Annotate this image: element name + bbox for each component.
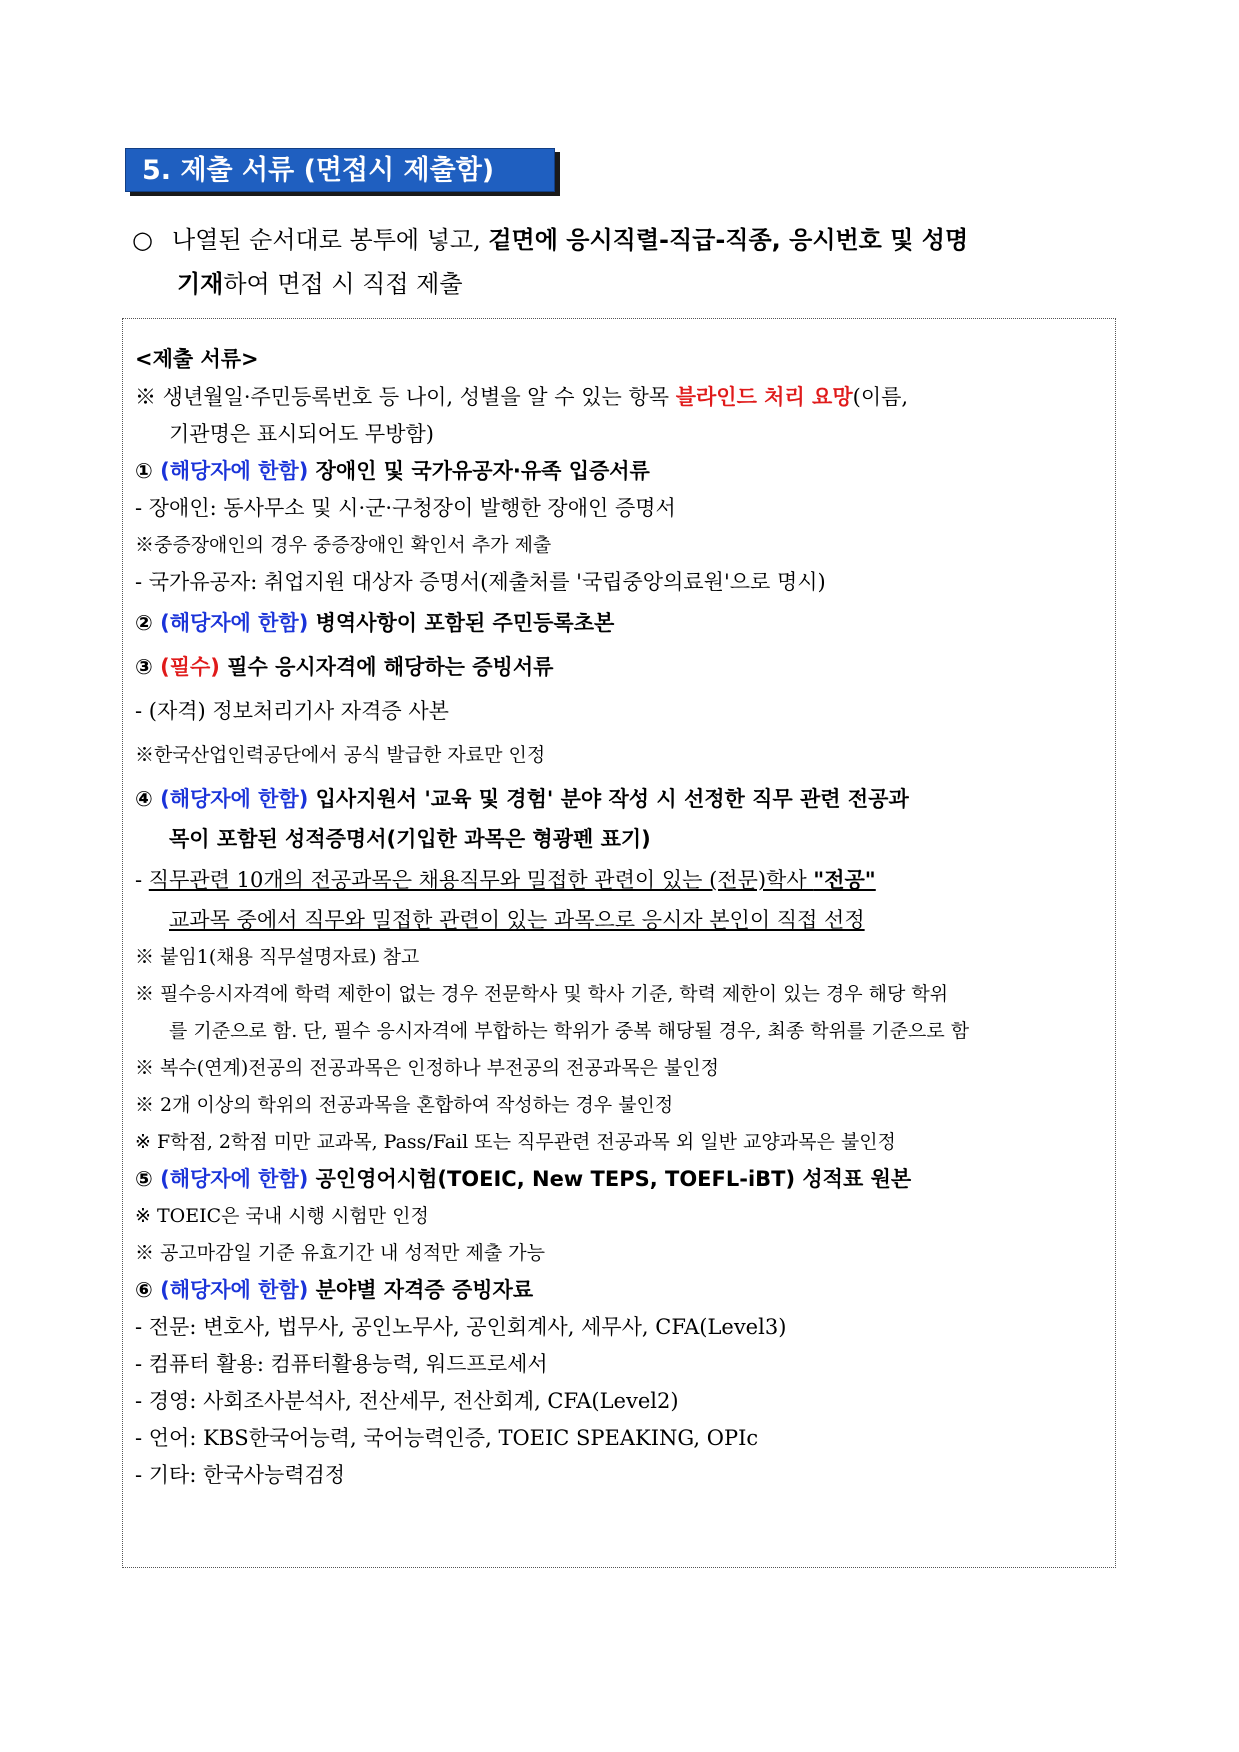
item-3-sub-1: - (자격) 정보처리기사 자격증 사본	[135, 699, 449, 723]
item-3-header	[135, 645, 1103, 689]
item-4-tag: (해당자에 한함)	[160, 787, 309, 811]
item-6-sub-5: - 기타: 한국사능력검정	[135, 1463, 346, 1487]
item-1-number: ①	[135, 459, 153, 483]
item-4-sub-1-line-2-text: 교과목 중에서 직무와 밀접한 관련이 있는 과목으로 응시자 본인이 직접 선정	[169, 908, 865, 932]
item-6-sub-4: - 언어: KBS한국어능력, 국어능력인증, TOEIC SPEAKING, OPIc	[135, 1426, 759, 1450]
item-1-sub-2: ※중증장애인의 경우 중증장애인 확인서 추가 제출	[135, 534, 552, 556]
intro-line-2	[132, 262, 1122, 306]
item-5-header	[135, 1161, 1103, 1198]
item-3-tag: (필수)	[160, 655, 220, 679]
item-1-sub-3: - 국가유공자: 취업지원 대상자 증명서(제출처를 '국립중앙의료원'으로 명시)	[135, 570, 826, 594]
box-heading: <제출 서류>	[135, 347, 259, 371]
item-4-note-1: ※ 붙임1(채용 직무설명자료) 참고	[135, 946, 420, 968]
intro-bold-text: 겉면에 응시직렬-직급-직종, 응시번호 및 성명	[488, 226, 969, 254]
item-6-sub-1: - 전문: 변호사, 법무사, 공인노무사, 공인회계사, 세무사, CFA(Level3)	[135, 1315, 787, 1339]
blind-note-line-2: 기관명은 표시되어도 무방함)	[169, 422, 434, 446]
item-6-number: ⑥	[135, 1278, 153, 1302]
item-5-title: 공인영어시험(TOEIC, New TEPS, TOEFL-iBT) 성적표 원본	[315, 1167, 912, 1191]
item-5-note-2: ※ 공고마감일 기준 유효기간 내 성적만 제출 가능	[135, 1242, 546, 1264]
item-6-sub-2: - 컴퓨터 활용: 컴퓨터활용능력, 워드프로세서	[135, 1352, 548, 1376]
item-2-number: ②	[135, 611, 153, 635]
blind-note	[135, 379, 1103, 416]
documents-box	[122, 318, 1116, 1568]
item-4-header-line-2: 목이 포함된 성적증명서(기입한 과목은 형광펜 표기)	[169, 827, 651, 851]
blind-note-highlight: 블라인드 처리 요망	[675, 385, 853, 409]
blind-note-text: ※ 생년월일·주민등록번호 등 나이, 성별을 알 수 있는 항목	[135, 385, 676, 409]
item-4-note-2-line-2: 를 기준으로 함. 단, 필수 응시자격에 부합하는 학위가 중복 해당될 경우, 최종 학위를 기준으로 함	[169, 1020, 970, 1042]
circle-bullet: ○	[132, 226, 153, 254]
item-5-number: ⑤	[135, 1167, 153, 1191]
intro-text: 나열된 순서대로 봉투에 넣고,	[172, 226, 489, 254]
item-2-title: 병역사항이 포함된 주민등록초본	[315, 611, 615, 635]
section-title: 5. 제출 서류 (면접시 제출함)	[125, 148, 555, 192]
intro-bold-text-2: 기재	[177, 270, 224, 298]
item-2-tag: (해당자에 한함)	[160, 611, 309, 635]
item-4-sub-1-dash: -	[135, 868, 149, 892]
item-4-note-4: ※ 2개 이상의 학위의 전공과목을 혼합하여 작성하는 경우 불인정	[135, 1094, 674, 1116]
intro-line-1	[132, 218, 1122, 262]
intro-paragraph	[132, 218, 1122, 306]
item-1-tag: (해당자에 한함)	[160, 459, 309, 483]
item-4-sub-1	[135, 858, 1103, 902]
item-2-header	[135, 601, 1103, 645]
item-1-sub-1: - 장애인: 동사무소 및 시·군·구청장이 발행한 장애인 증명서	[135, 496, 676, 520]
item-6-header	[135, 1272, 1103, 1309]
item-4-sub-1-text: 직무관련 10개의 전공과목은 채용직무와 밀접한 관련이 있는 (전문)학사	[148, 868, 814, 892]
item-5-tag: (해당자에 한함)	[160, 1167, 309, 1191]
item-5-note-1: ※ TOEIC은 국내 시행 시험만 인정	[135, 1205, 429, 1227]
item-4-sub-1-line-2	[135, 902, 1103, 939]
item-4-note-3: ※ 복수(연계)전공의 전공과목은 인정하나 부전공의 전공과목은 불인정	[135, 1057, 719, 1079]
item-4-note-5: ※ F학점, 2학점 미만 교과목, Pass/Fail 또는 직무관련 전공과목 외 일반 교양과목은 불인정	[135, 1131, 896, 1153]
item-4-sub-1-bold: "전공"	[813, 868, 876, 892]
item-6-title: 분야별 자격증 증빙자료	[315, 1278, 534, 1302]
item-3-sub-2: ※한국산업인력공단에서 공식 발급한 자료만 인정	[135, 744, 546, 766]
item-1-header	[135, 453, 1103, 490]
item-3-number: ③	[135, 655, 153, 679]
item-4-title: 입사지원서 '교육 및 경험' 분야 작성 시 선정한 직무 관련 전공과	[315, 787, 909, 811]
item-4-note-2: ※ 필수응시자격에 학력 제한이 없는 경우 전문학사 및 학사 기준, 학력 제한이 있는 경우 해당 학위	[135, 983, 949, 1005]
item-4-number: ④	[135, 787, 153, 811]
blind-note-suffix: (이름,	[852, 385, 909, 409]
item-6-sub-3: - 경영: 사회조사분석사, 전산세무, 전산회계, CFA(Level2)	[135, 1389, 679, 1413]
item-3-title: 필수 응시자격에 해당하는 증빙서류	[227, 655, 554, 679]
item-1-title: 장애인 및 국가유공자·유족 입증서류	[315, 459, 650, 483]
item-6-tag: (해당자에 한함)	[160, 1278, 309, 1302]
item-4-header	[135, 777, 1103, 821]
intro-text-2: 하여 면접 시 직접 제출	[223, 270, 463, 298]
